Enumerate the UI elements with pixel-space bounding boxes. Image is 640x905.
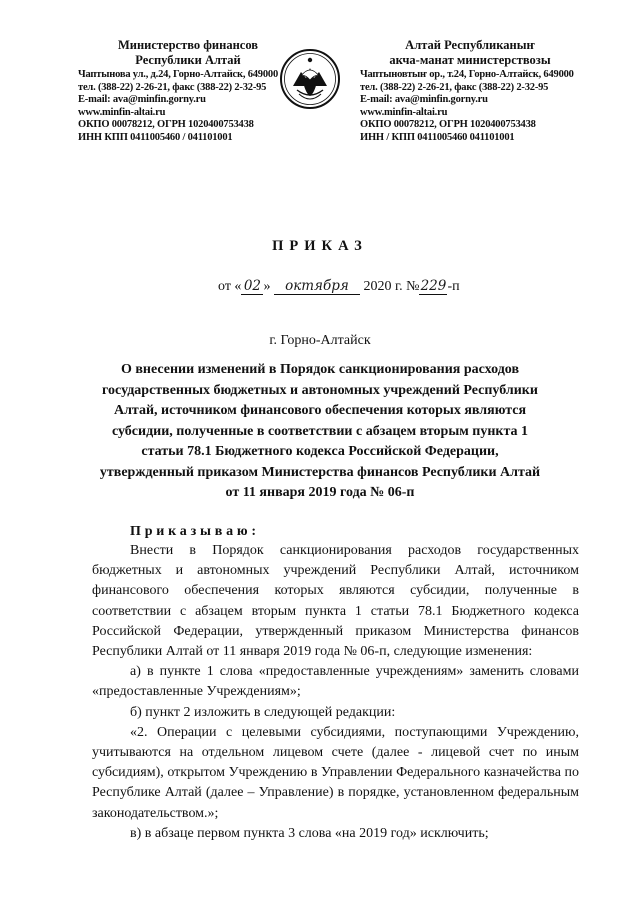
ministry-name-altai-line2: акча-манат министерствозы (389, 53, 551, 67)
year-text: 2020 г. № (363, 279, 420, 294)
paragraph-3: б) пункт 2 изложить в следующей редакции: (130, 704, 396, 720)
website-altai: www.minfin-altai.ru (360, 106, 448, 118)
city: г. Горно-Алтайск (269, 333, 371, 348)
handwritten-day: 02 (241, 278, 263, 295)
ministry-name-altai (360, 38, 580, 68)
phone-fax: тел. (388-22) 2-26-21, факс (388-22) 2-32-95 (78, 81, 267, 93)
phone-fax-altai: тел. (388-22) 2-26-21, факс (388-22) 2-32-95 (360, 81, 549, 93)
ministry-name-altai-line1: Алтай Республиканыҥ (405, 38, 535, 52)
paragraph-5: в) в абзаце первом пункта 3 слова «на 2019 год» исключить; (130, 825, 489, 841)
paragraph-4: «2. Операции с целевыми субсидиями, поступающими Учреждению, учитываются на отдельном лицевом счете (далее - лицевой счет по иным субсидиям), открытом Учреждению в Управлении Федерального казначейства по Республике Алтай (далее – Управление) в порядке, установленном федеральным законодательством.»; (92, 724, 579, 821)
ministry-name-line1: Министерство финансов (117, 38, 259, 52)
okpo-ogrn: ОКПО 00078212, ОГРН 1020400753438 (78, 119, 254, 131)
paragraph-2: а) в пункте 1 слова «предоставленные учреждениям» заменить словами «предоставленные Учреждениям»; (92, 664, 579, 700)
email-altai: E-mail: ava@minfin.gorny.ru (360, 94, 488, 106)
number-suffix: -п (447, 279, 460, 294)
address-altai: Чаптыновтыҥ ор., т.24, Горно-Алтайск, 649000 (360, 69, 574, 80)
ministry-name-russian (78, 38, 298, 68)
paragraph-1: Внести в Порядок санкционирования расходов государственных бюджетных и автономных учреждений Республики Алтай, источником финансового обеспечения которых являются субсидии, полученные в соответствии с абзацем вторым пункта 1 статьи 78.1 Бюджетного кодекса Российской Федерации, утвержденный приказом Министерства финансов Республики Алтай от 11 января 2019 года № 06-п, следующие изменения: (92, 543, 579, 660)
address: Чаптынова ул., д.24, Горно-Алтайск, 649000 (78, 69, 279, 80)
ministry-name-line2: Республики Алтай (135, 53, 241, 67)
letterhead-left (78, 38, 298, 145)
order-heading: О внесении изменений в Порядок санкционирования расходов государственных бюджетных и автономных учреждений Республики Алтай, источником финансового обеспечения которых являются субсидии, полученные в соответствии с абзацем вторым пункта 1 статьи 78.1 Бюджетного кодекса Российской Федерации, утвержденный приказом Министерства финансов Республики Алтай от 11 января 2019 года № 06-п (99, 362, 541, 500)
email: E-mail: ava@minfin.gorny.ru (78, 94, 206, 106)
inn-kpp-altai: ИНН / КПП 0411005460 041101001 (360, 131, 515, 143)
inn-kpp: ИНН КПП 0411005460 / 041101001 (78, 131, 233, 143)
handwritten-number: 229 (420, 278, 447, 294)
order-word: Приказываю: (130, 524, 260, 539)
website: www.minfin-altai.ru (78, 106, 166, 118)
order-title: ПРИКАЗ (272, 238, 368, 254)
letterhead-right (360, 38, 580, 145)
date-prefix: от « (218, 279, 242, 294)
handwritten-month: октября (274, 278, 360, 295)
order-date-number (218, 278, 460, 295)
date-mid: » (263, 279, 271, 294)
coat-of-arms-emblem-icon (279, 46, 341, 112)
okpo-ogrn-altai: ОКПО 00078212, ОГРН 1020400753438 (360, 119, 536, 131)
order-body (92, 541, 579, 844)
